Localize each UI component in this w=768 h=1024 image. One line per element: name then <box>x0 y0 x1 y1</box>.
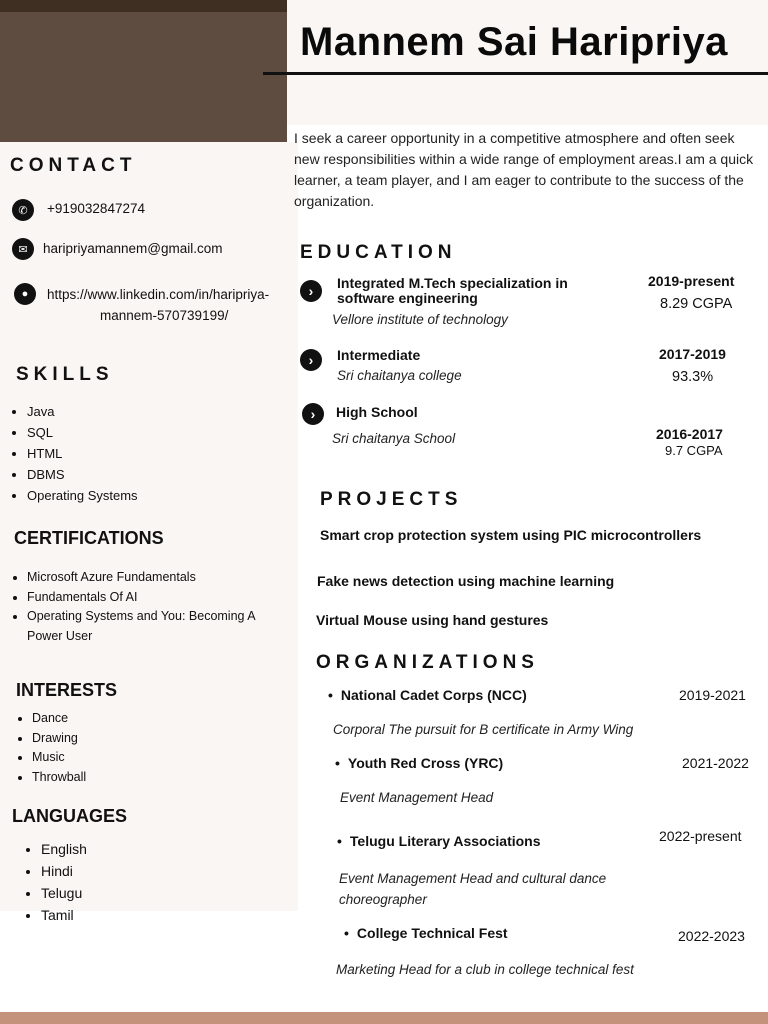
organization-name: • College Technical Fest <box>344 925 508 941</box>
organization-role: Event Management Head and cultural dance <box>339 871 607 886</box>
education-score: 93.3% <box>672 369 714 385</box>
organization-name: • National Cadet Corps (NCC) <box>328 687 527 703</box>
interests-list <box>5 709 86 787</box>
organization-role: Corporal The pursuit for B certificate in Army Wing <box>333 722 634 737</box>
phone-icon: ✆ <box>12 199 34 221</box>
list-item: • Music <box>32 748 86 768</box>
organization-role: choreographer <box>339 892 427 907</box>
organization-years: 2022-2023 <box>678 928 745 944</box>
contact-email[interactable]: haripriyamannem@gmail.com <box>43 241 223 256</box>
list-item: • Tamil <box>41 904 87 926</box>
skills-list <box>0 401 138 506</box>
certifications-heading: CERTIFICATIONS <box>14 528 164 548</box>
sidebar-panel <box>0 142 298 911</box>
list-item: • Operating Systems <box>27 485 138 506</box>
list-item: • Throwball <box>32 768 86 788</box>
list-item: • Drawing <box>32 729 86 749</box>
organization-role: Marketing Head for a club in college technical fest <box>336 962 634 977</box>
organization-name: • Youth Red Cross (YRC) <box>335 755 503 771</box>
organization-years: 2022-present <box>659 828 742 844</box>
project-item: Fake news detection using machine learning <box>317 573 615 589</box>
education-years: 2016-2017 <box>656 426 723 442</box>
list-item: • DBMS <box>27 464 138 485</box>
arrow-right-icon: › <box>300 280 322 302</box>
top-bar <box>0 0 287 12</box>
languages-list <box>14 838 87 926</box>
contact-linkedin-line2[interactable]: mannem-570739199/ <box>100 308 229 323</box>
list-item: • Dance <box>32 709 86 729</box>
education-years: 2017-2019 <box>659 346 726 362</box>
list-item: • HTML <box>27 443 138 464</box>
organization-role: Event Management Head <box>340 790 494 805</box>
education-institute: Sri chaitanya School <box>332 431 456 446</box>
education-title-line1: Integrated M.Tech specialization in <box>337 275 568 291</box>
list-item: • Microsoft Azure Fundamentals <box>27 568 256 588</box>
email-icon: ✉ <box>12 238 34 260</box>
list-item: • English <box>41 838 87 860</box>
education-institute: Sri chaitanya college <box>337 368 462 383</box>
resume-name: Mannem Sai Haripriya <box>300 20 728 64</box>
list-item: • SQL <box>27 422 138 443</box>
list-item: • Java <box>27 401 138 422</box>
organization-name: • Telugu Literary Associations <box>337 833 541 849</box>
career-objective: I seek a career opportunity in a competitive atmosphere and often seek new responsibilities within a wide range of employment areas.I am a quick learner, a team player, and I am eager to contribute to the success of the organization. <box>294 130 754 209</box>
list-item: • Fundamentals Of AI <box>27 588 256 608</box>
organization-years: 2019-2021 <box>679 687 746 703</box>
education-title: High School <box>336 404 418 420</box>
name-divider <box>263 72 768 75</box>
footer-bar <box>0 1012 768 1024</box>
education-score: 8.29 CGPA <box>660 296 733 312</box>
project-item: Virtual Mouse using hand gestures <box>316 612 549 628</box>
skills-heading: SKILLS <box>16 364 114 385</box>
education-score: 9.7 CGPA <box>665 443 723 458</box>
education-title-line2: software engineering <box>337 290 478 306</box>
languages-heading: LANGUAGES <box>12 806 128 826</box>
certifications-list <box>0 568 256 646</box>
organization-years: 2021-2022 <box>682 755 749 771</box>
education-institute: Vellore institute of technology <box>332 312 508 327</box>
location-pin-icon: ● <box>14 283 36 305</box>
organizations-heading: ORGANIZATIONS <box>316 652 539 673</box>
education-years: 2019-present <box>648 273 735 289</box>
education-title: Intermediate <box>337 347 421 363</box>
list-item: • Hindi <box>41 860 87 882</box>
arrow-right-icon: › <box>300 349 322 371</box>
project-item: Smart crop protection system using PIC microcontrollers <box>320 527 702 543</box>
list-item: Power User <box>27 628 93 643</box>
contact-phone: +919032847274 <box>47 201 145 216</box>
contact-heading: CONTACT <box>10 155 137 176</box>
interests-heading: INTERESTS <box>16 680 118 700</box>
education-heading: EDUCATION <box>300 242 457 263</box>
header-block <box>0 12 287 142</box>
arrow-right-icon: › <box>302 403 324 425</box>
list-item: • Operating Systems and You: Becoming A <box>27 607 256 627</box>
list-item: • Telugu <box>41 882 87 904</box>
contact-linkedin-line1[interactable]: https://www.linkedin.com/in/haripriya- <box>47 287 270 302</box>
projects-heading: PROJECTS <box>320 489 463 510</box>
